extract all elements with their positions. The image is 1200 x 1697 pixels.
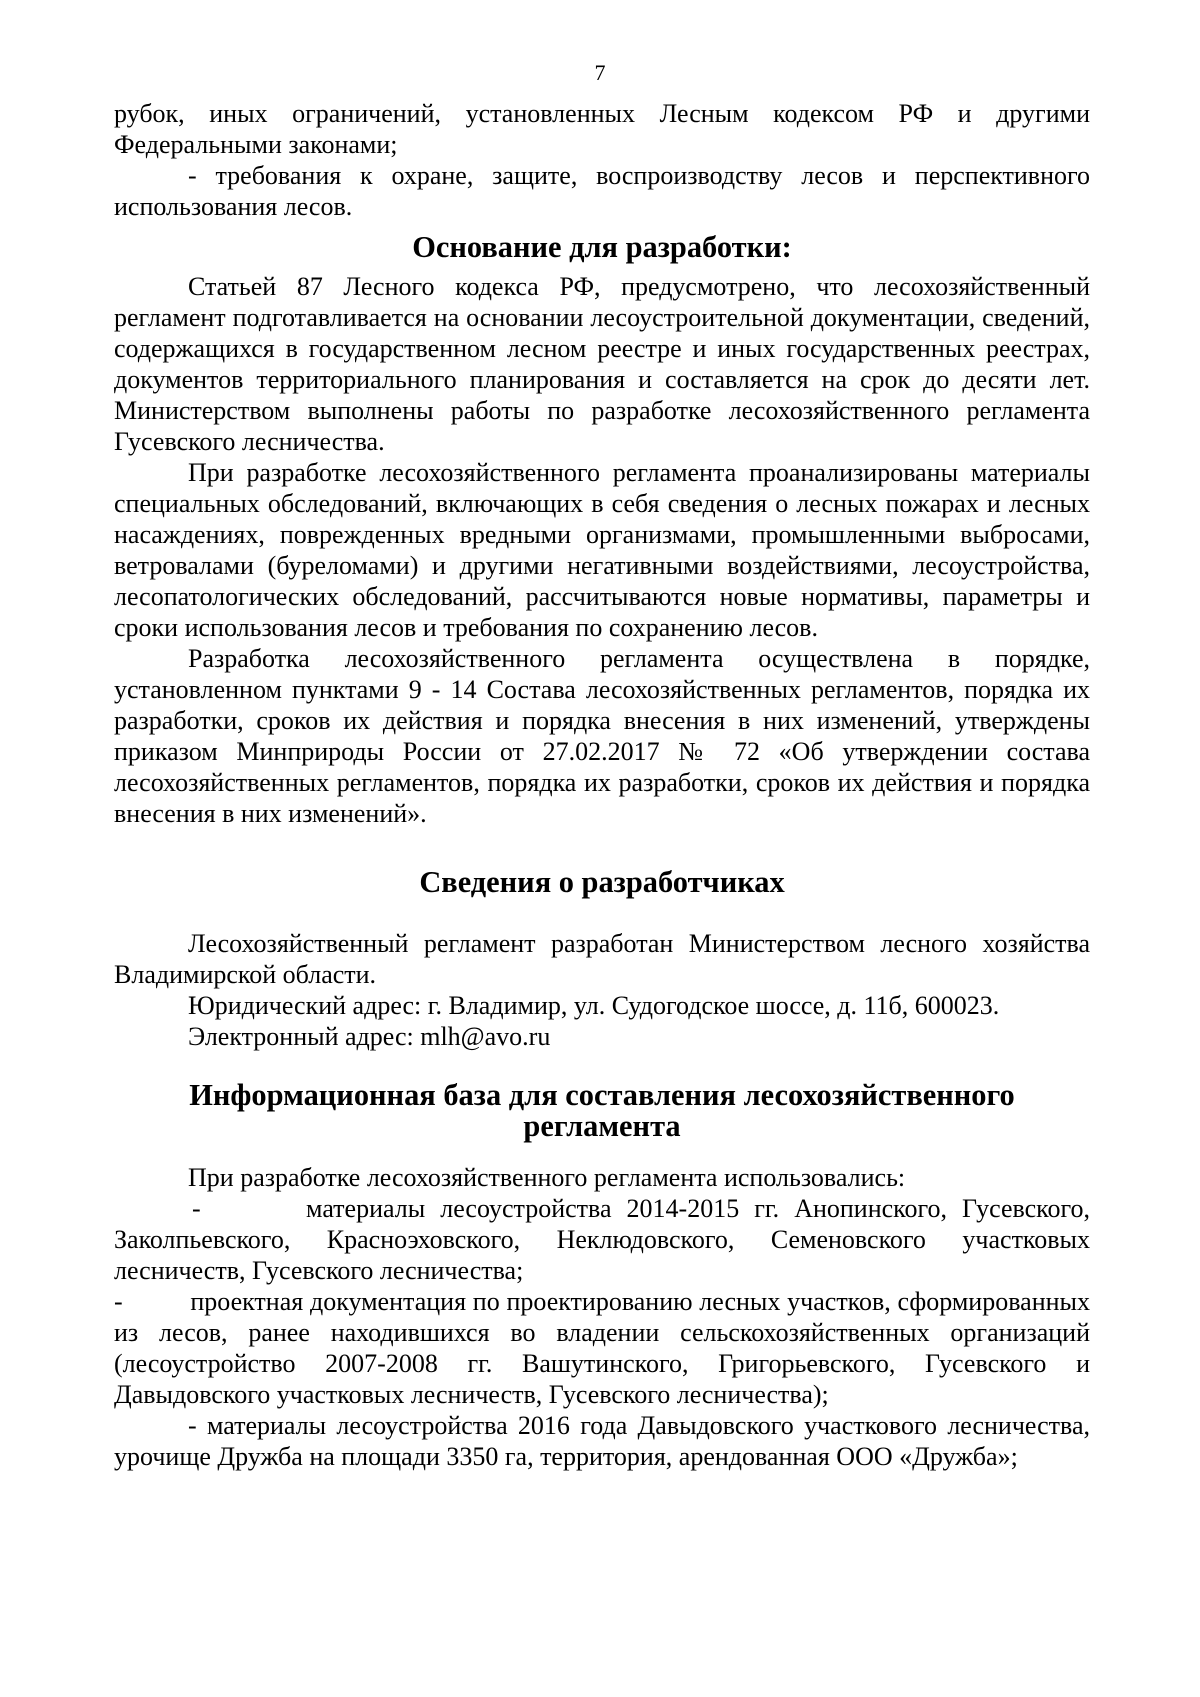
information-base-item-3: - материалы лесоустройства 2016 года Давыдовского участкового лесничества, урочище Дружба на площади 3350 га, территория, арендованная ООО «Дружба»; (114, 1411, 1090, 1471)
developers-paragraph-1: Лесохозяйственный регламент разработан Министерством лесного хозяйства Владимирской области. (114, 929, 1090, 989)
section-heading-basis: Основание для разработки: (412, 230, 792, 264)
developers-email: Электронный адрес: mlh@avo.ru (188, 1022, 551, 1051)
information-base-item-2: - проектная документация по проектированию лесных участков, сформированных из лесов, ранее находившихся во владении сельскохозяйственных организаций (лесоустройство 2007-2008 гг. Вашутинского, Григорьевского, Гусевского и Давыдовского участковых лесничеств, Гусевского лесничества); (114, 1287, 1097, 1409)
developers-legal-address: Юридический адрес: г. Владимир, ул. Судогодское шоссе, д. 11б, 600023. (188, 991, 1000, 1020)
information-base-item-1: - материалы лесоустройства 2014-2015 гг. Анопинского, Гусевского, Заколпьевского, Красноэховского, Неклюдовского, Семеновского участковых лесничеств, Гусевского лесничества; (114, 1194, 1097, 1285)
basis-paragraph-2: При разработке лесохозяйственного регламента проанализированы материалы специальных обследований, включающих в себя сведения о лесных пожарах и лесных насаждениях, поврежденных вредными организмами, промышленными выбросами, ветровалами (буреломами) и другими негативными воздействиями, лесоустройства, лесопатологических обследований, рассчитываются новые нормативы, параметры и сроки использования лесов и требования по сохранению лесов. (114, 458, 1090, 642)
intro-paragraph-1: рубок, иных ограничений, установленных Лесным кодексом РФ и другими Федеральными законами; (114, 99, 1090, 159)
information-base-intro: При разработке лесохозяйственного регламента использовались: (188, 1163, 906, 1192)
page-content (114, 98, 1097, 1472)
section-heading-information-base: Информационная база для составления лесохозяйственного регламента (189, 1078, 1015, 1143)
page-number: 7 (594, 60, 606, 85)
intro-paragraph-2: - требования к охране, защите, воспроизводству лесов и перспективного использования лесов. (114, 161, 1090, 221)
basis-paragraph-3: Разработка лесохозяйственного регламента осуществлена в порядке, установленном пунктами 9 - 14 Состава лесохозяйственных регламентов, порядка их разработки, сроков их действия и порядка внесения в них изменений, утверждены приказом Минприроды России от 27.02.2017 № 72 «Об утверждении состава лесохозяйственных регламентов, порядка их разработки, сроков их действия и порядка внесения в них изменений». (114, 644, 1090, 828)
basis-paragraph-1: Статьей 87 Лесного кодекса РФ, предусмотрено, что лесохозяйственный регламент подготавливается на основании лесоустроительной документации, сведений, содержащихся в государственном лесном реестре и иных государственных реестрах, документов территориального планирования и составляется на срок до десяти лет. Министерством выполнены работы по разработке лесохозяйственного регламента Гусевского лесничества. (114, 272, 1090, 456)
section-heading-developers: Сведения о разработчиках (419, 865, 785, 899)
